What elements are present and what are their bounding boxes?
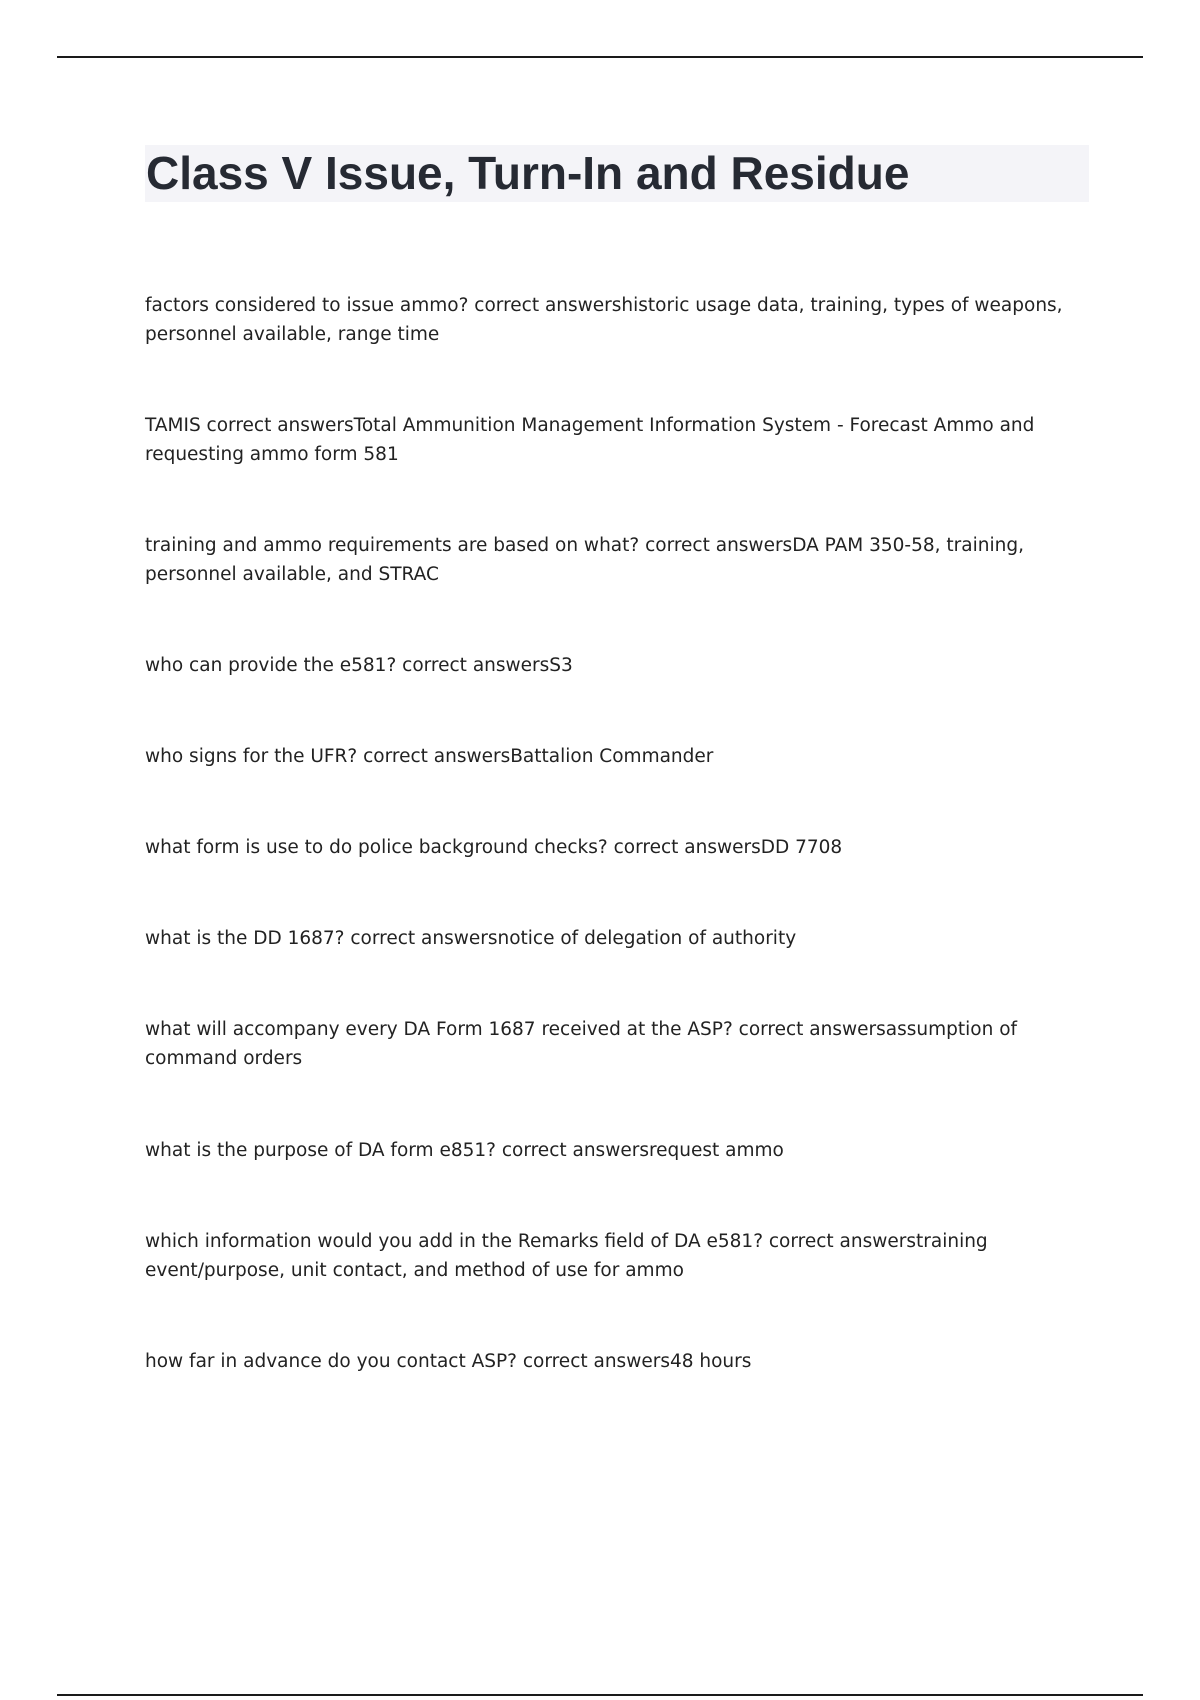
header-rule (57, 56, 1143, 58)
qa-item-7: what is the DD 1687? correct answersnotice of delegation of authority (145, 928, 797, 949)
qa-item-3: training and ammo requirements are based on what? correct answersDA PAM 350-58, training, personnel available, and STRAC (145, 535, 1024, 585)
qa-item-8: what will accompany every DA Form 1687 received at the ASP? correct answersassumption of command orders (145, 1019, 1018, 1069)
qa-item-11: how far in advance do you contact ASP? correct answers48 hours (145, 1351, 752, 1372)
qa-item-4: who can provide the e581? correct answersS3 (145, 655, 573, 676)
qa-item-1: factors considered to issue ammo? correct answershistoric usage data, training, types of weapons, personnel available, range time (145, 295, 1063, 345)
document-title: Class V Issue, Turn-In and Residue (146, 147, 910, 199)
qa-item-2: TAMIS correct answersTotal Ammunition Management Information System - Forecast Ammo and requesting ammo form 581 (145, 415, 1035, 465)
qa-item-9: what is the purpose of DA form e851? correct answersrequest ammo (145, 1140, 784, 1161)
qa-item-5: who signs for the UFR? correct answersBattalion Commander (145, 746, 714, 767)
qa-item-6: what form is use to do police background checks? correct answersDD 7708 (145, 837, 843, 858)
footer-rule (57, 1694, 1143, 1696)
qa-item-10: which information would you add in the Remarks field of DA e581? correct answerstraining event/purpose, unit contact, and method of use for ammo (145, 1231, 988, 1281)
